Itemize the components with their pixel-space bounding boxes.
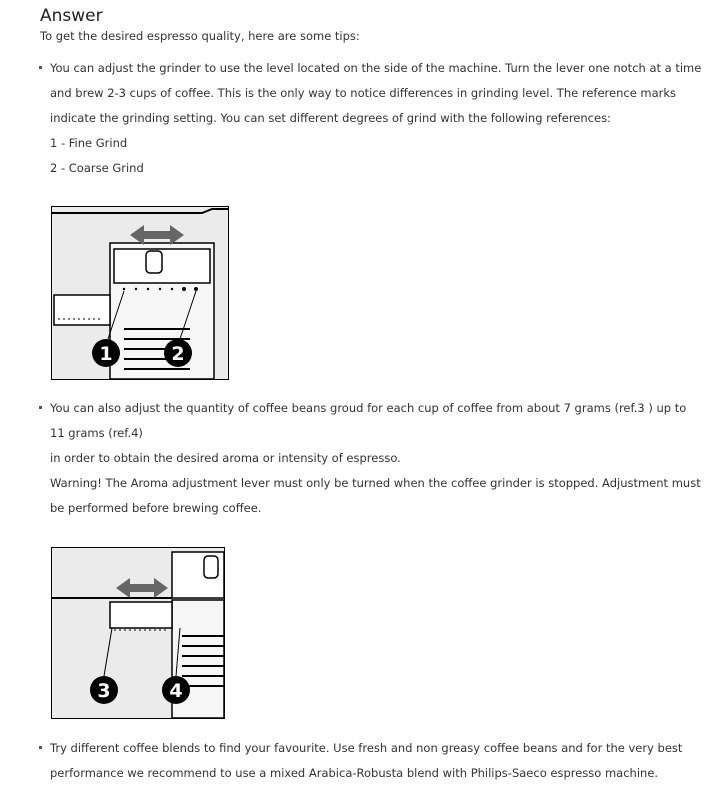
section2-line: You can also adjust the quantity of coffee beans groud for each cup of coffee from about 7 grams (ref.3 ) up to — [50, 401, 687, 415]
bullet-dot — [39, 406, 42, 409]
warning-line: be performed before brewing coffee. — [50, 501, 262, 515]
aroma-adjustment-figure — [51, 547, 225, 719]
section1-line: indicate the grinding setting. You can set different degrees of grind with the following references: — [50, 111, 611, 125]
bullet-dot — [39, 746, 42, 749]
section3-line: performance we recommend to use a mixed Arabica-Robusta blend with Philips-Saeco espresso machine. — [50, 766, 659, 780]
section1-line: You can adjust the grinder to use the level located on the side of the machine. Turn the lever one notch at a time — [50, 61, 702, 75]
ref-fine-grind: 1 - Fine Grind — [50, 136, 128, 150]
section3-line: Try different coffee blends to find your favourite. Use fresh and non greasy coffee beans and for the very best — [50, 741, 683, 755]
figure-label-3: 3 — [97, 680, 111, 702]
figure-label-1: 1 — [99, 343, 113, 365]
figure-label-2: 2 — [171, 343, 185, 365]
section2-line: in order to obtain the desired aroma or intensity of espresso. — [50, 451, 401, 465]
ref-coarse-grind: 2 - Coarse Grind — [50, 161, 144, 175]
bullet-dot — [39, 66, 42, 69]
section1-line: and brew 2-3 cups of coffee. This is the only way to notice differences in grinding level. The reference marks — [50, 86, 677, 100]
warning-line: Warning! The Aroma adjustment lever must only be turned when the coffee grinder is stopped. Adjustment must — [50, 476, 701, 490]
intro-text: To get the desired espresso quality, here are some tips: — [40, 29, 360, 43]
grinder-adjustment-figure — [51, 206, 229, 380]
figure-label-4: 4 — [169, 680, 183, 702]
page-title: Answer — [40, 6, 103, 26]
section2-line: 11 grams (ref.4) — [50, 426, 143, 440]
